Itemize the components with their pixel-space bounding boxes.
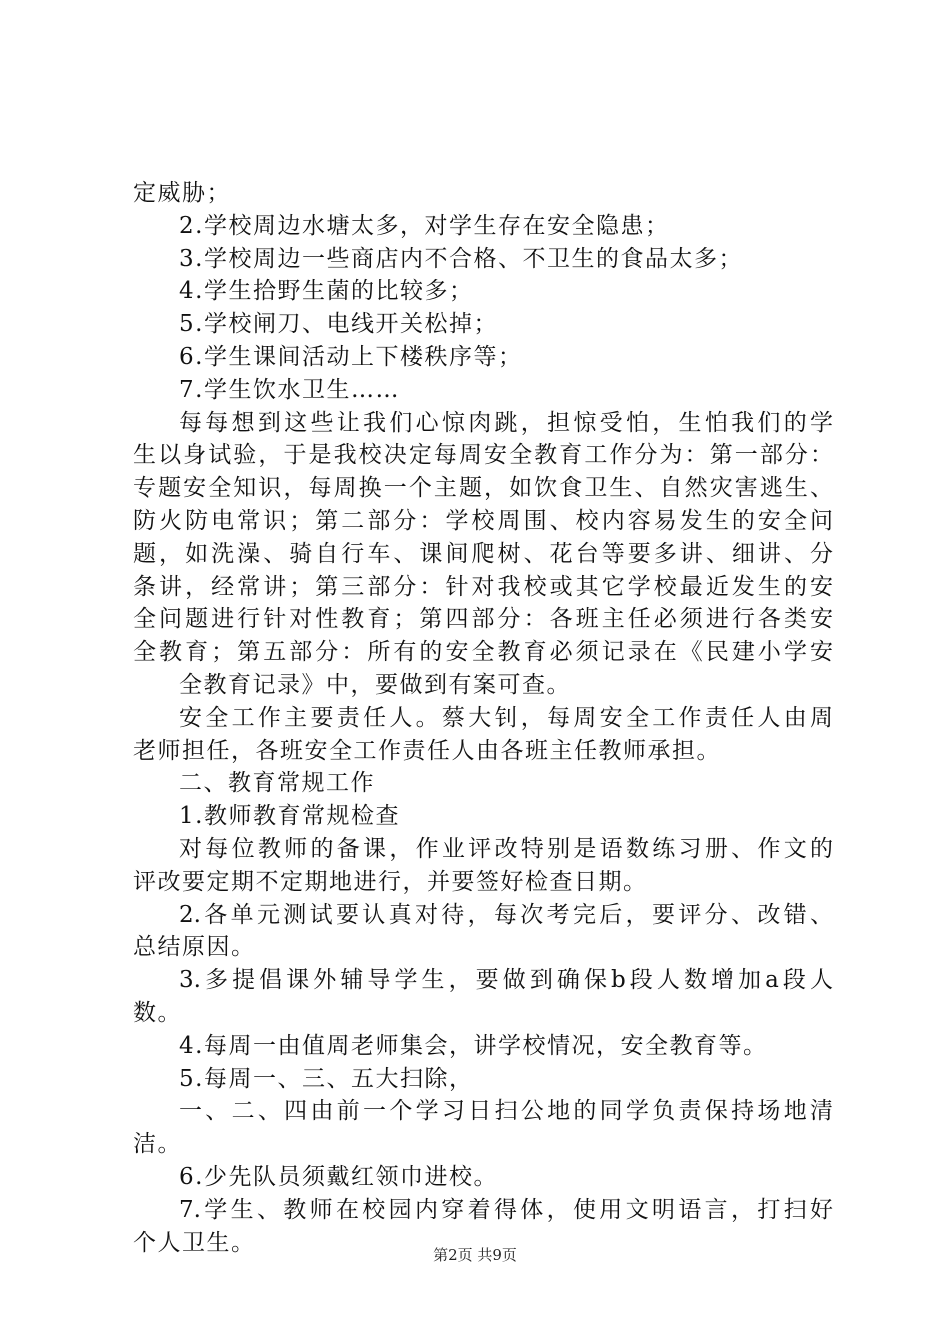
text-line: 4.每周一由值周老师集会，讲学校情况，安全教育等。 bbox=[179, 1032, 768, 1059]
text-line: 4.学生拾野生菌的比较多； bbox=[179, 278, 474, 305]
text-line: 全教育记录》中，要做到有案可查。 bbox=[179, 671, 571, 698]
text-line: 总结原因。 bbox=[133, 934, 256, 961]
text-line: 防火防电常识；第二部分：学校周围、校内容易发生的安全问 bbox=[133, 507, 833, 534]
text-line: 生以身试验，于是我校决定每周安全教育工作分为：第一部分： bbox=[133, 442, 833, 469]
subsection-heading: 1.教师教育常规检查 bbox=[179, 803, 400, 830]
text-line: 安全工作主要责任人。蔡大钊，每周安全工作责任人由周 bbox=[179, 704, 833, 731]
text-line: 评改要定期不定期地进行，并要签好检查日期。 bbox=[133, 868, 648, 895]
text-line: 数。 bbox=[133, 999, 182, 1026]
text-line: 7.学生、教师在校园内穿着得体，使用文明语言，打扫好 bbox=[179, 1196, 833, 1223]
text-line: 3.多提倡课外辅导学生，要做到确保b段人数增加a段人 bbox=[179, 967, 833, 994]
text-line: 专题安全知识，每周换一个主题，如饮食卫生、自然灾害逃生、 bbox=[133, 475, 833, 502]
text-line: 定威胁； bbox=[133, 180, 231, 206]
text-line: 6.少先队员须戴红领巾进校。 bbox=[179, 1163, 498, 1190]
text-line: 6.学生课间活动上下楼秩序等； bbox=[179, 343, 523, 370]
page-number-footer: 第2页 共9页 bbox=[433, 1246, 517, 1264]
text-line: 个人卫生。 bbox=[133, 1229, 256, 1256]
text-line: 洁。 bbox=[133, 1131, 182, 1158]
text-line: 一、二、四由前一个学习日扫公地的同学负责保持场地清 bbox=[179, 1098, 833, 1125]
text-line: 对每位教师的备课，作业评改特别是语数练习册、作文的 bbox=[179, 835, 833, 862]
text-line: 5.学校闸刀、电线开关松掉； bbox=[179, 311, 498, 338]
text-line: 全问题进行针对性教育；第四部分：各班主任必须进行各类安 bbox=[133, 606, 833, 633]
text-line: 每每想到这些让我们心惊肉跳，担惊受怕，生怕我们的学 bbox=[179, 409, 833, 436]
text-line: 2.学校周边水塘太多，对学生存在安全隐患； bbox=[179, 212, 670, 239]
text-line: 7.学生饮水卫生…… bbox=[179, 376, 400, 403]
document-body bbox=[133, 177, 833, 1259]
text-line: 条讲，经常讲；第三部分：针对我校或其它学校最近发生的安 bbox=[133, 573, 833, 600]
text-line: 老师担任，各班安全工作责任人由各班主任教师承担。 bbox=[133, 737, 721, 764]
section-heading: 二、教育常规工作 bbox=[179, 770, 375, 797]
text-line: 题，如洗澡、骑自行车、课间爬树、花台等要多讲、细讲、分 bbox=[133, 540, 833, 567]
text-line: 3.学校周边一些商店内不合格、不卫生的食品太多； bbox=[179, 245, 743, 272]
text-line: 5.每周一、三、五大扫除， bbox=[179, 1065, 474, 1092]
text-line: 全教育；第五部分：所有的安全教育必须记录在《民建小学安 bbox=[133, 639, 833, 666]
text-line: 2.各单元测试要认真对待，每次考完后，要评分、改错、 bbox=[179, 901, 833, 928]
